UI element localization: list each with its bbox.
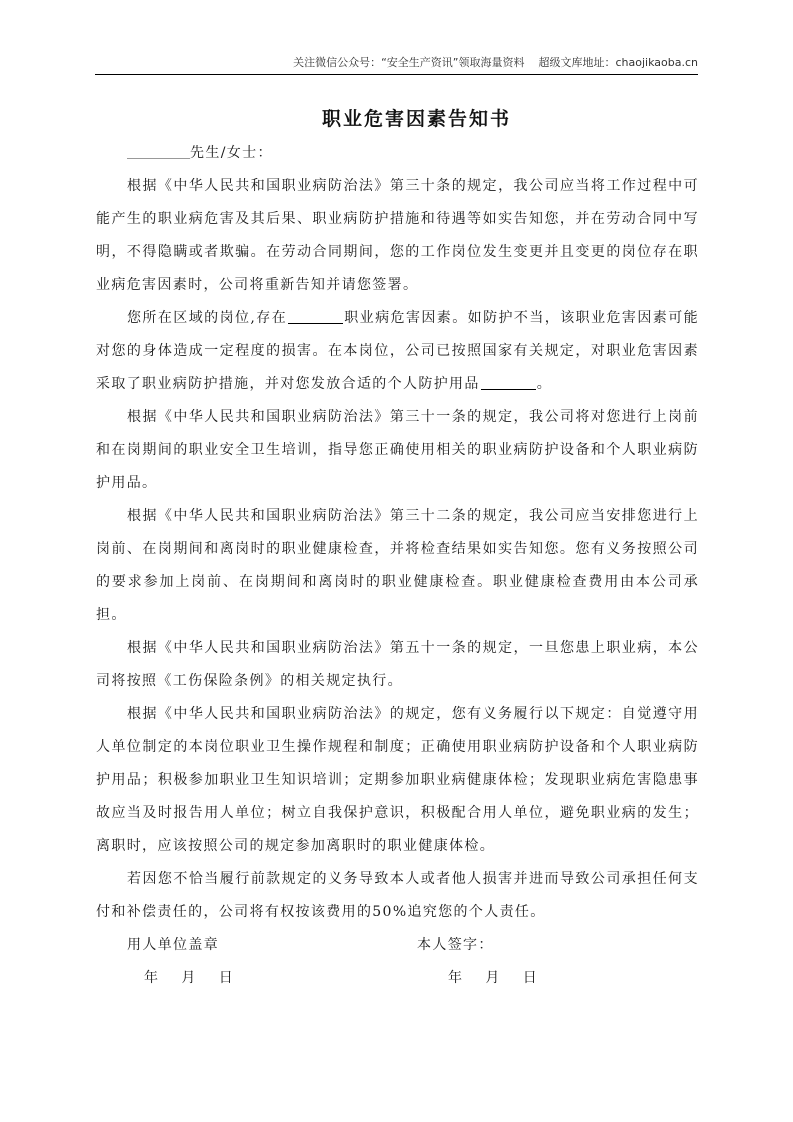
paragraph-hazard-factors xyxy=(96,302,699,401)
paragraph-occupational-disease: 根据《中华人民共和国职业病防治法》第五十一条的规定，一旦您患上职业病，本公司将按照《工伤保险条例》的相关规定执行。 xyxy=(96,640,699,689)
name-blank-field[interactable] xyxy=(127,142,190,159)
date-row xyxy=(96,962,699,995)
paragraph-training: 根据《中华人民共和国职业病防治法》第三十一条的规定，我公司将对您进行上岗前和在岗期间的职业安全卫生培训，指导您正确使用相关的职业病防护设备和个人职业病防护用品。 xyxy=(96,409,699,491)
employee-date-day: 日 xyxy=(522,970,539,986)
ppe-blank-field[interactable] xyxy=(481,373,536,390)
paragraph-liability: 若因您不恰当履行前款规定的义务导致本人或者他人损害并进而导致公司承担任何支付和补偿责任的，公司将有权按该费用的50%追究您的个人责任。 xyxy=(96,871,699,920)
paragraph-notice-duty: 根据《中华人民共和国职业病防治法》第三十条的规定，我公司应当将工作过程中可能产生的职业病危害及其后果、职业病防护措施和待遇等如实告知您，并在劳动合同中写明，不得隐瞒或者欺骗。在劳动合同期间，您的工作岗位发生变更并且变更的岗位存在职业病危害因素时，公司将重新告知并请您签署。 xyxy=(96,178,699,293)
employer-date-year: 年 xyxy=(144,970,160,986)
page-header xyxy=(95,56,698,75)
employee-signature-label: 本人签字： xyxy=(417,937,494,953)
employer-date-month: 月 xyxy=(181,970,197,986)
paragraph-employee-obligations: 根据《中华人民共和国职业病防治法》的规定，您有义务履行以下规定：自觉遵守用人单位制定的本岗位职业卫生操作规程和制度；正确使用职业病防护设备和个人职业病防护用品；积极参加职业卫生知识培训；定期参加职业病健康体检；发现职业病危害隐患事故应当及时报告用人单位；树立自我保护意识，积极配合用人单位，避免职业病的发生；离职时，应该按照公司的规定参加离职时的职业健康体检。 xyxy=(96,706,699,854)
greeting xyxy=(96,137,699,170)
document-title: 职业危害因素告知书 xyxy=(321,108,511,130)
wechat-notice: 关注微信公众号：“安全生产资讯”领取海量资料 xyxy=(293,56,525,69)
employee-date-year: 年 xyxy=(448,970,464,986)
paragraph-health-check: 根据《中华人民共和国职业病防治法》第三十二条的规定，我公司应当安排您进行上岗前、在岗期间和离岗时的职业健康检查，并将检查结果如实告知您。您有义务按照公司的要求参加上岗前、在岗期间和离岗时的职业健康检查。职业健康检查费用由本公司承担。 xyxy=(96,508,699,623)
signature-row xyxy=(96,929,699,962)
library-label: 超级文库地址： xyxy=(538,56,616,69)
employer-date xyxy=(144,962,234,995)
hazard-factor-blank-field[interactable] xyxy=(288,307,343,324)
employee-date xyxy=(448,962,538,995)
employee-date-month: 月 xyxy=(485,970,501,986)
document-body xyxy=(96,137,699,995)
hazard-text-2: 职业病危害因素。如防护不当，该职业危害因素可能对您的身体造成一定程度的损害。在本岗位，公司已按照国家有关规定，对职业危害因素采取了职业病防护措施，并对您发放合适的个人防护用品 xyxy=(96,310,699,392)
hazard-text-3: 。 xyxy=(536,376,553,392)
hazard-text-1: 您所在区域的岗位,存在 xyxy=(127,310,288,326)
employer-date-day: 日 xyxy=(218,970,235,986)
greeting-suffix: 先生/女士： xyxy=(190,145,273,161)
employer-seal-label: 用人单位盖章 xyxy=(127,937,220,953)
library-url: chaojikaoba.cn xyxy=(615,56,698,69)
